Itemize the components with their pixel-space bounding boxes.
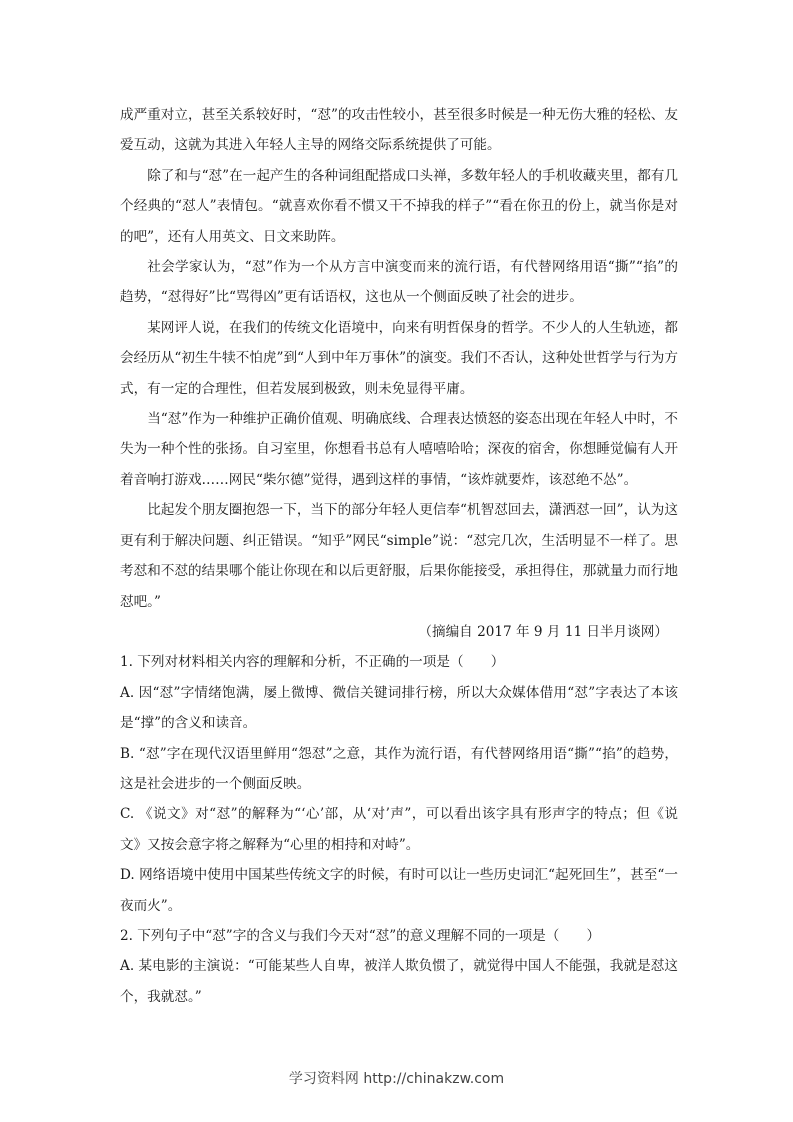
paragraph: 比起发个朋友圈抱怨一下，当下的部分年轻人更信奉“机智怼回去，潇洒怼一回”，认为这更有利于解决问题、纠正错误。“知乎”网民“simple”说：“怼完几次，生活明显不一样了。思考怼和不怼的结果哪个能让你现在和以后更舒服，后果你能接受，承担得住，那就量力而行地怼吧。” bbox=[120, 502, 678, 610]
page-footer: 学习资料网 http://chinakzw.com bbox=[288, 1071, 505, 1087]
paragraph-continued: 成严重对立，甚至关系较好时，“怼”的攻击性较小，甚至很多时候是一种无伤大雅的轻松、友爱互动，这就为其进入年轻人主导的网络交际系统提供了可能。 bbox=[120, 107, 678, 154]
paragraph: 社会学家认为，“怼”作为一个从方言中演变而来的流行语，有代替网络用语“撕”“掐”的趋势，“怼得好”比“骂得凶”更有话语权，这也从一个侧面反映了社会的进步。 bbox=[120, 259, 678, 306]
question-option: B. “怼”字在现代汉语里鲜用“怨怼”之意，其作为流行语，有代替网络用语“撕”“掐”的趋势，这是社会进步的一个侧面反映。 bbox=[120, 745, 678, 792]
paragraph: 某网评人说，在我们的传统文化语境中，向来有明哲保身的哲学。不少人的人生轨迹，都会经历从“初生牛犊不怕虎”到“人到中年万事休”的演变。我们不否认，这种处世哲学与行为方式，有一定的合理性，但若发展到极致，则未免显得平庸。 bbox=[120, 319, 678, 397]
question-stem: 1. 下列对材料相关内容的理解和分析，不正确的一项是（ ） bbox=[120, 654, 505, 671]
paragraph: 当“怼”作为一种维护正确价值观、明确底线、合理表达愤怒的姿态出现在年轻人中时，不失为一种个性的张扬。自习室里，你想看书总有人嘻嘻哈哈；深夜的宿舍，你想睡觉偏有人开着音响打游戏……网民“柴尔德”觉得，遇到这样的事情，“该炸就要炸，该怼绝不怂”。 bbox=[120, 411, 678, 488]
question-option: D. 网络语境中使用中国某些传统文字的时候，有时可以让一些历史词汇“起死回生”，甚至“一夜而火”。 bbox=[120, 867, 678, 914]
question-option: A. 某电影的主演说：“可能某些人自卑，被洋人欺负惯了，就觉得中国人不能强，我就是怼这个，我就怼。” bbox=[120, 958, 678, 1005]
paragraph: 除了和与“怼”在一起产生的各种词组配搭成口头禅，多数年轻人的手机收藏夹里，都有几个经典的“怼人”表情包。“就喜欢你看不惯又干不掉我的样子”“看在你丑的份上，就当你是对的吧”，还有人用英文、日文来助阵。 bbox=[120, 167, 678, 245]
question-option: C. 《说文》对“怼”的解释为“‘心’部，从‘对’声”，可以看出该字具有形声字的特点；但《说文》又按会意字将之解释为“心里的相持和对峙”。 bbox=[120, 806, 678, 853]
article-body bbox=[120, 100, 678, 1012]
source-citation: （摘编自 2017 年 9 月 11 日半月谈网） bbox=[418, 623, 668, 640]
question-option: A. 因“怼”字情绪饱满，屡上微博、微信关键词排行榜，所以大众媒体借用“怼”字表达了本该是“撑”的含义和读音。 bbox=[120, 684, 678, 732]
question-stem: 2. 下列句子中“怼”字的含义与我们今天对“怼”的意义理解不同的一项是（ ） bbox=[120, 927, 601, 944]
